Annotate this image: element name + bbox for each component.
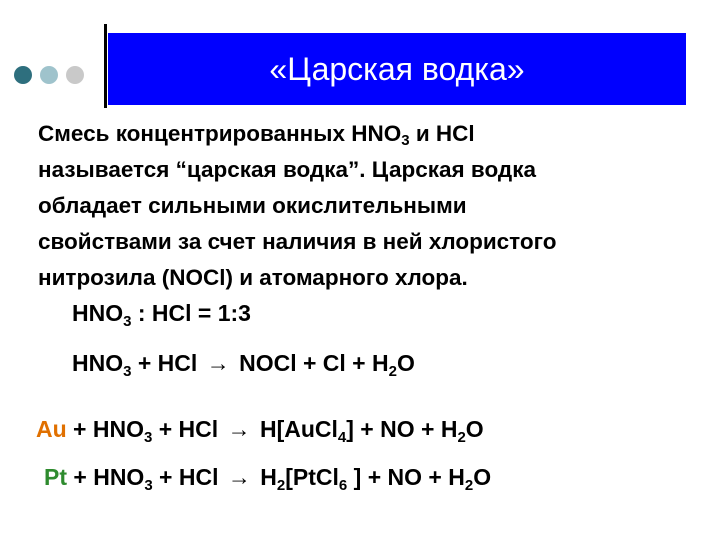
paragraph-line-2: называется “царская водка”. Царская водка — [38, 157, 536, 182]
decor-vertical-line — [104, 24, 107, 108]
metal-gold: Au — [36, 416, 67, 442]
paragraph-line-3: обладает сильными окислительными — [38, 193, 467, 218]
arrow-icon: → — [206, 350, 230, 376]
reaction-platinum: $Pt + HNO_3$ + HCl → $H_2[PtCl_6$ ] + NO + $H_2O$ — [44, 464, 492, 494]
arrow-icon: → — [227, 464, 251, 490]
reaction-gold: $Au + HNO_3$ + HCl → H[AuCl$_4$] + NO + $H_2O$ — [36, 416, 484, 446]
reaction-nocl: $HNO_3$ + HCl → NOCl + $Cl + H_2O$ — [72, 350, 415, 380]
ratio-equation: $HNO_3$ : HCl = 1:3 — [72, 300, 251, 330]
metal-platinum: Pt — [44, 464, 67, 490]
paragraph-line-4: свойствами за счет наличия в ней хлористого — [38, 229, 557, 254]
decor-dot-light — [40, 66, 58, 84]
paragraph-line-1: Смесь концентрированных $HNO_3$ и HCl — [38, 121, 475, 149]
slide-title: «Царская водка» — [269, 51, 525, 87]
paragraph-line-5: нитрозила (NOCl) и атомарного хлора. — [38, 265, 468, 290]
arrow-icon: → — [227, 416, 251, 442]
decor-dot-gray — [66, 66, 84, 84]
description-paragraph — [38, 116, 708, 296]
title-bar — [108, 33, 686, 105]
decor-dot-dark — [14, 66, 32, 84]
